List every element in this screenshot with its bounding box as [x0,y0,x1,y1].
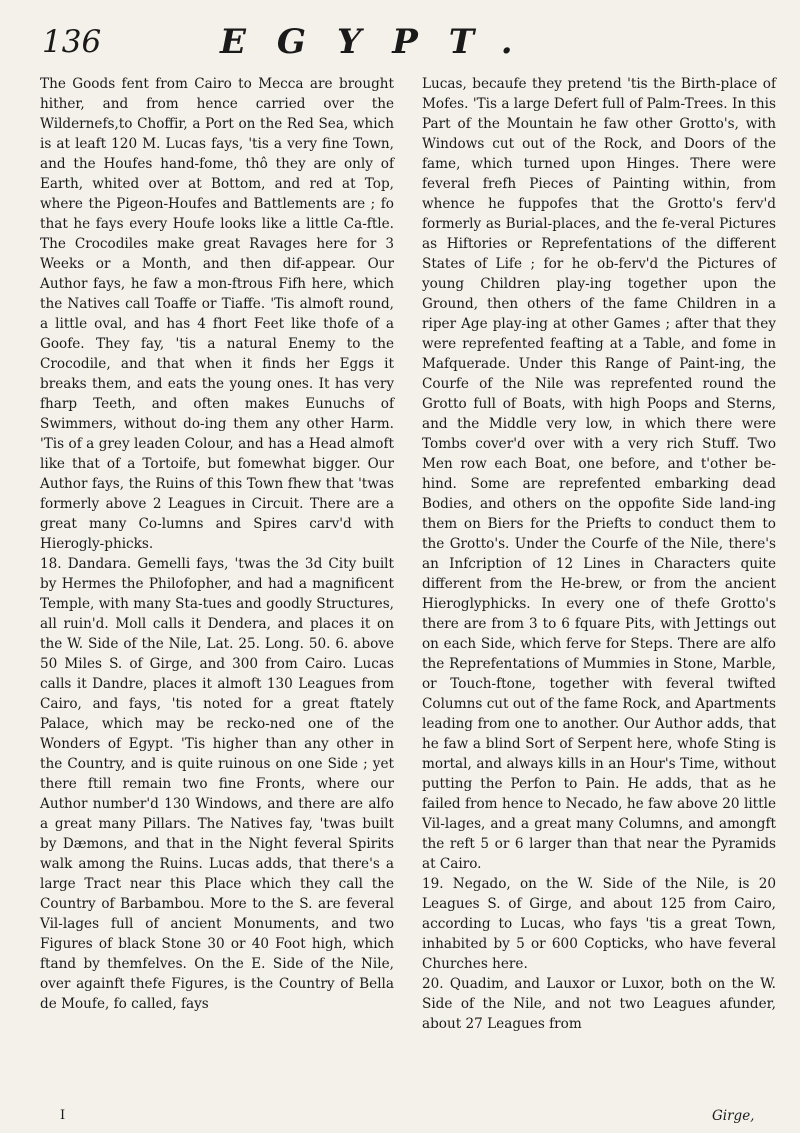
paragraph: 19. Negado, on the W. Side of the Nile, is 20 Leagues S. of Girge, and about 125 from Cairo, according to Lucas, who fays 'tis a great Town, inhabited by 5 or 600 Copticks, who have feveral Churches here. [422,876,776,972]
paragraph: 18. Dandara. Gemelli fays, 'twas the 3d City built by Hermes the Philofopher, and had a magnificent Temple, with many Sta-tues and goodly Structures, all ruin'd. Moll calls it Dendera, and places it on the W. Side of the Nile, Lat. 25. Long. 50. 6. above 50 Miles S. of Girge, and 300 from Cairo. Lucas calls it Dandre, places it almoft 130 Leagues from Cairo, and fays, 'tis noted for a great ftately Palace, which may be recko-ned one of the Wonders of Egypt. 'Tis higher than any other in the Country, and is quite ruinous on one Side ; yet there ftill remain two fine Fronts, where our Author number'd 130 Windows, and there are alfo a great many Pillars. The Natives fay, 'twas built by Dæmons, and that in the Night feveral Spirits walk among the Ruins. Lucas adds, that there's a large Tract near this Place which they call the Country of Barbambou. More to the S. are feveral Vil-lages full of ancient Monuments, and two Figures of black Stone 30 or 40 Foot high, which ftand by themfelves. On the E. Side of the Nile, over againft thefe Figures, is the Country of Bella de Moufe, fo called, fays [40,556,394,1012]
paragraph: 20. Quadim, and Lauxor or Luxor, both on the W. Side of the Nile, and not two Leagues afunder, about 27 Leagues from [422,976,776,1032]
page-number: 136 [42,24,102,60]
page-header [30,18,780,68]
left-column [40,74,394,1014]
signature-mark: I [60,1108,66,1123]
running-title: EGYPT. [220,22,544,62]
catchword: Girge, [712,1108,755,1124]
right-column [422,74,776,1034]
paragraph: Lucas, becaufe they pretend 'tis the Birth-place of Mofes. 'Tis a large Defert full of Palm-Trees. In this Part of the Mountain he faw other Grotto's, with Windows cut out of the Rock, and Doors of the fame, which turned upon Hinges. There were feveral frefh Pieces of Painting within, from whence he fuppofes that the Grotto's ferv'd formerly as Burial-places, and the fe-veral Pictures as Hiftories or Reprefentations of the different States of Life ; for he ob-ferv'd the Pictures of young Children play-ing together upon the Ground, then others of the fame Children in a riper Age play-ing at other Games ; after that they were reprefented feafting at a Table, and fome in Mafquerade. Under this Range of Paint-ing, the Courfe of the Nile was reprefented round the Grotto full of Boats, with high Poops and Sterns, and the Middle very low, in which there were Tombs cover'd over with a very rich Stuff. Two Men row each Boat, one before, and t'other be-hind. Some are reprefented embarking dead Bodies, and others on the oppofite Side land-ing them on Biers for the Priefts to conduct them to the Grotto's. Under the Courfe of the Nile, there's an Infcription of 12 Lines in Characters quite different from the He-brew, or from the ancient Hieroglyphicks. In every one of thefe Grotto's there are from 3 to 6 fquare Pits, with Jettings out on each Side, which ferve for Steps. There are alfo the Reprefentations of Mummies in Stone, Marble, or Touch-ftone, together with feveral twifted Columns cut out of the fame Rock, and Apartments leading from one to another. Our Author adds, that he faw a blind Sort of Serpent here, whofe Sting is mortal, and always kills in an Hour's Time, without putting the Perfon to Pain. He adds, that as he failed from hence to Necado, he faw above 20 little Vil-lages, and a great many Columns, and amongft the reft 5 or 6 larger than that near the Pyramids at Cairo. [422,76,776,872]
paragraph: The Goods fent from Cairo to Mecca are brought hither, and from hence carried over the Wildernefs,to Choffir, a Port on the Red Sea, which is at leaft 120 M. Lucas fays, 'tis a very fine Town, and the Houfes hand-fome, thô they are only of Earth, whited over at Bottom, and red at Top, where the Pigeon-Houfes and Battlements are ; fo that he fays every Houfe looks like a little Ca-ftle. The Crocodiles make great Ravages here for 3 Weeks or a Month, and then dif-appear. Our Author fays, he faw a mon-ftrous Fifh here, which the Natives call Toaffe or Tiaffe. 'Tis almoft round, a little oval, and has 4 fhort Feet like thofe of a Goofe. They fay, 'tis a natural Enemy to the Crocodile, and that when it finds her Eggs it breaks them, and eats the young ones. It has very fharp Teeth, and often makes Eunuchs of Swimmers, without do-ing them any other Harm. 'Tis of a grey leaden Colour, and has a Head almoft like that of a Tortoife, but fomewhat bigger. Our Author fays, the Ruins of this Town fhew that 'twas formerly above 2 Leagues in Circuit. There are a great many Co-lumns and Spires carv'd with Hierogly-phicks. [40,76,394,552]
